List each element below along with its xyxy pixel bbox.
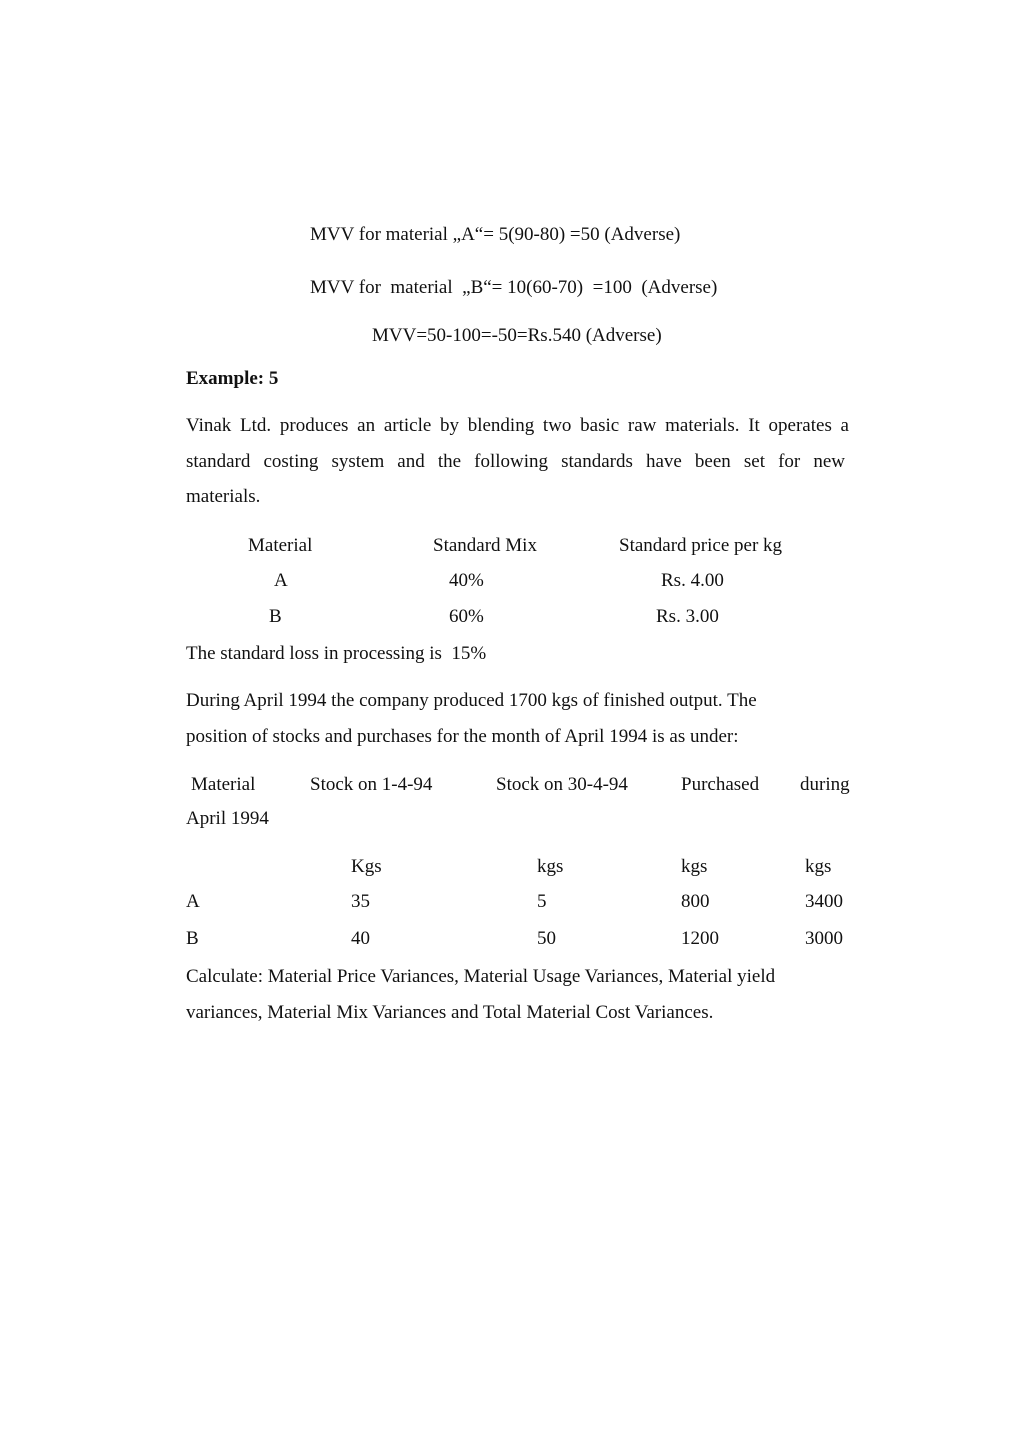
stocks-row-a-during: 3400 <box>805 891 843 912</box>
standards-header-material: Material <box>248 535 313 556</box>
standards-header-mix: Standard Mix <box>433 535 537 556</box>
stocks-unit-during: kgs <box>805 856 832 877</box>
april-line-1: During April 1994 the company produced 1700 kgs of finished output. The <box>186 690 757 711</box>
calculate-line-1: Calculate: Material Price Variances, Material Usage Variances, Material yield <box>186 966 776 987</box>
stocks-unit-purchased: kgs <box>681 856 708 877</box>
stocks-row-a-purchased: 800 <box>681 891 710 912</box>
stocks-row-a-material: A <box>186 891 200 912</box>
stocks-header-closing: Stock on 30-4-94 <box>496 774 628 795</box>
april-line-2: position of stocks and purchases for the month of April 1994 is as under: <box>186 726 739 747</box>
calculate-line-2: variances, Material Mix Variances and Total Material Cost Variances. <box>186 1002 714 1023</box>
stocks-unit-closing: kgs <box>537 856 564 877</box>
stocks-row-b-during: 3000 <box>805 928 843 949</box>
stocks-header-purchased: Purchased <box>681 774 760 795</box>
stocks-row-b-material: B <box>186 928 199 949</box>
mvv-total: MVV=50-100=-50=Rs.540 (Adverse) <box>372 325 662 346</box>
standards-row-b-mix: 60% <box>449 606 484 627</box>
stocks-row-a-opening: 35 <box>351 891 370 912</box>
intro-line-1: Vinak Ltd. produces an article by blending two basic raw materials. It operates a <box>186 415 849 436</box>
intro-line-3: materials. <box>186 486 261 507</box>
standards-row-a-mix: 40% <box>449 570 484 591</box>
stocks-header-opening: Stock on 1-4-94 <box>310 774 433 795</box>
mvv-material-a: MVV for material „A“= 5(90-80) =50 (Adverse) <box>310 224 681 245</box>
standards-header-price: Standard price per kg <box>619 535 783 556</box>
example-heading: Example: 5 <box>186 368 279 389</box>
standards-row-a-material: A <box>274 570 288 591</box>
stocks-row-b-closing: 50 <box>537 928 556 949</box>
stocks-row-a-closing: 5 <box>537 891 547 912</box>
stocks-header-during: during <box>800 774 850 795</box>
standard-loss-text: The standard loss in processing is 15% <box>186 643 487 664</box>
standards-row-b-material: B <box>269 606 282 627</box>
standards-row-a-price: Rs. 4.00 <box>661 570 724 591</box>
stocks-header-material: Material <box>191 774 256 795</box>
stocks-row-b-opening: 40 <box>351 928 370 949</box>
stocks-row-b-purchased: 1200 <box>681 928 719 949</box>
stocks-unit-opening: Kgs <box>351 856 382 877</box>
standards-row-b-price: Rs. 3.00 <box>656 606 719 627</box>
intro-line-2: standard costing system and the following standards have been set for new <box>186 451 845 472</box>
mvv-material-b: MVV for material „B“= 10(60-70) =100 (Adverse) <box>310 277 718 298</box>
stocks-header-wrap: April 1994 <box>186 808 269 829</box>
